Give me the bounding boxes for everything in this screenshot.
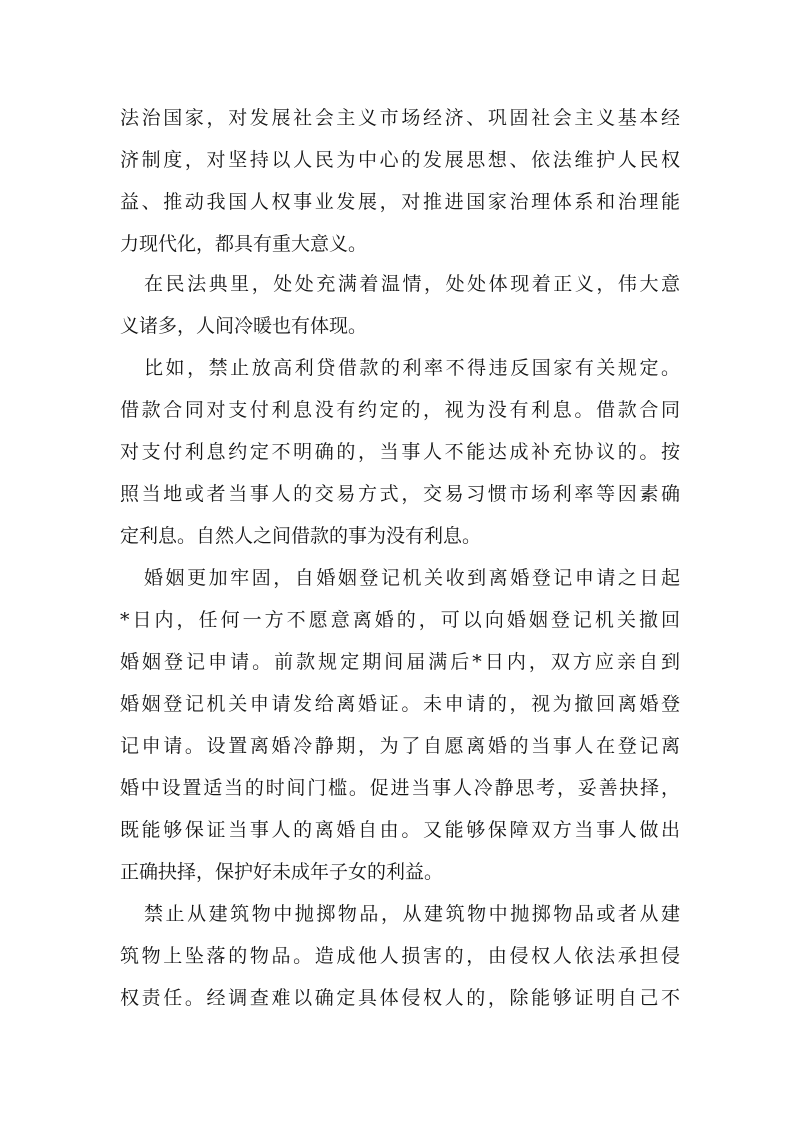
paragraph-line: 照当地或者当事人的交易方式，交易习惯市场利率等因素确 [120, 483, 680, 505]
paragraph-line: 借款合同对支付利息没有约定的，视为没有利息。借款合同 [120, 399, 680, 421]
paragraph-line: 婚姻更加牢固，自婚姻登记机关收到离婚登记申请之日起 [144, 567, 680, 589]
paragraph-line: *日内，任何一方不愿意离婚的，可以向婚姻登记机关撤回 [120, 609, 680, 631]
paragraph-line: 婚中设置适当的时间门槛。促进当事人冷静思考，妥善抉择， [120, 777, 680, 799]
paragraph-line: 对支付利息约定不明确的，当事人不能达成补充协议的。按 [120, 441, 680, 463]
paragraph-line: 婚姻登记申请。前款规定期间届满后*日内，双方应亲自到 [120, 651, 680, 673]
paragraph-line: 力现代化，都具有重大意义。 [120, 233, 368, 255]
paragraph-line: 正确抉择，保护好未成年子女的利益。 [120, 861, 444, 883]
paragraph-line: 禁止从建筑物中抛掷物品，从建筑物中抛掷物品或者从建 [144, 903, 680, 925]
paragraph-line: 益、推动我国人权事业发展，对推进国家治理体系和治理能 [120, 191, 680, 213]
paragraph-line: 既能够保证当事人的离婚自由。又能够保障双方当事人做出 [120, 819, 680, 841]
paragraph-line: 比如，禁止放高利贷借款的利率不得违反国家有关规定。 [144, 357, 680, 379]
paragraph-line: 婚姻登记机关申请发给离婚证。未申请的，视为撤回离婚登 [120, 693, 680, 715]
paragraph-line: 权责任。经调查难以确定具体侵权人的，除能够证明自己不 [120, 987, 680, 1009]
paragraph-line: 记申请。设置离婚冷静期，为了自愿离婚的当事人在登记离 [120, 735, 680, 757]
paragraph-line: 法治国家，对发展社会主义市场经济、巩固社会主义基本经 [120, 107, 680, 129]
paragraph-line: 定利息。自然人之间借款的事为没有利息。 [120, 525, 482, 547]
paragraph-line: 义诸多，人间冷暖也有体现。 [120, 315, 368, 337]
paragraph-line: 济制度，对坚持以人民为中心的发展思想、依法维护人民权 [120, 149, 680, 171]
paragraph-line: 筑物上坠落的物品。造成他人损害的，由侵权人依法承担侵 [120, 945, 680, 967]
paragraph-line: 在民法典里，处处充满着温情，处处体现着正义，伟大意 [144, 273, 680, 295]
